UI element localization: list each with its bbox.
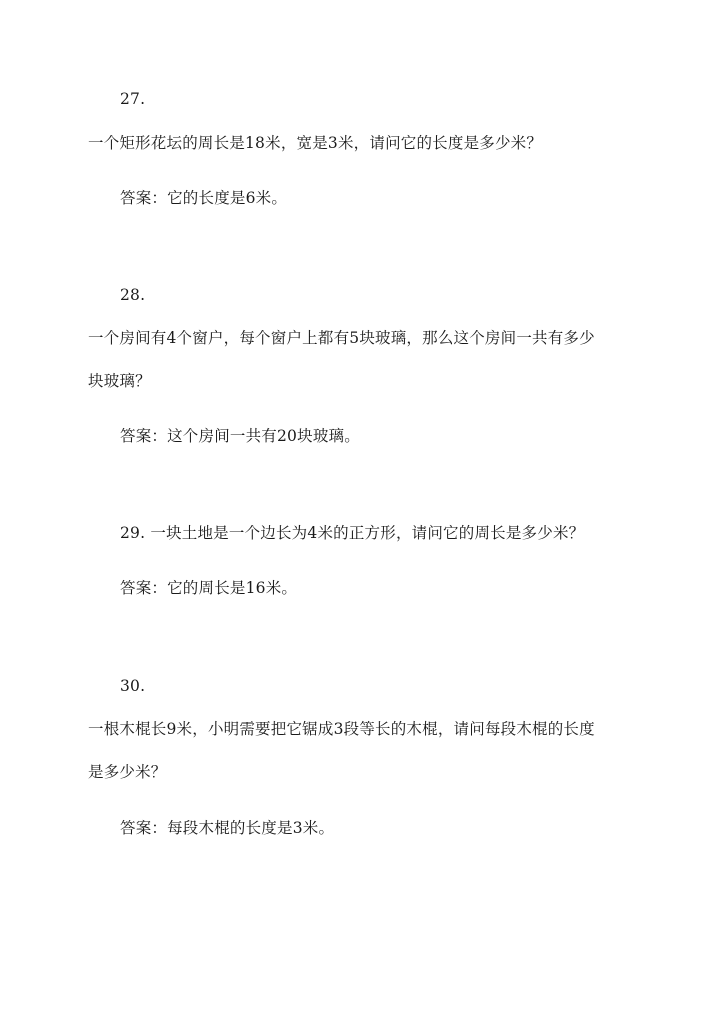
answer-text: 答案：这个房间一共有20块玻璃。 xyxy=(120,427,360,445)
problem-number: 30. xyxy=(120,677,146,695)
question-text-continued: 块玻璃？ xyxy=(88,372,151,390)
answer-text: 答案：它的长度是6米。 xyxy=(120,189,288,207)
question-text: 一个房间有4个窗户，每个窗户上都有5块玻璃，那么这个房间一共有多少 xyxy=(88,329,595,347)
problem-number: 27. xyxy=(120,90,146,108)
answer-text: 答案：每段木棍的长度是3米。 xyxy=(120,819,335,837)
question-text: 一根木棍长9米，小明需要把它锯成3段等长的木棍，请问每段木棍的长度 xyxy=(88,720,595,738)
answer-text: 答案：它的周长是16米。 xyxy=(120,579,298,597)
problem-number: 28. xyxy=(120,286,146,304)
problem-number-and-question: 29. 一块土地是一个边长为4米的正方形，请问它的周长是多少米？ xyxy=(120,524,585,542)
question-text: 一个矩形花坛的周长是18米，宽是3米，请问它的长度是多少米？ xyxy=(88,134,543,152)
question-text-continued: 是多少米？ xyxy=(88,763,167,781)
